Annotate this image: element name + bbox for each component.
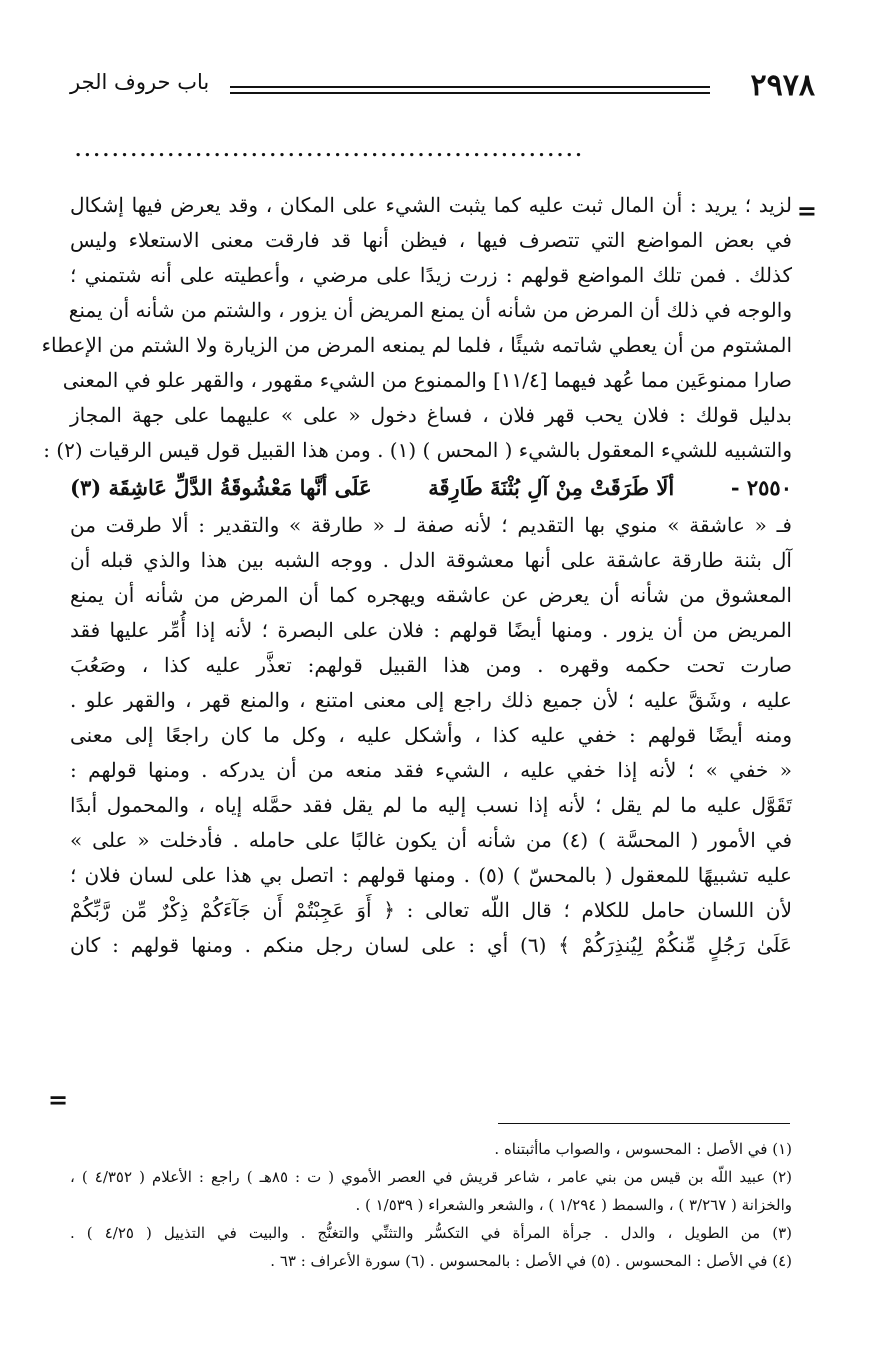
poem-verse: [70, 468, 792, 508]
text-line: كذلك . فمن تلك المواضع قولهم : زرت زيدًا على مرضي ، وأعطيته على أنه شتمني ؛: [70, 263, 792, 287]
text-line: المعشوق من شأنه أن يعرض عن عاشقه ويهجره كما أن المرض من شأنه أن يمنع: [70, 583, 792, 607]
text-line: آل بثنة طارقة عاشقة على أنها معشوقة الدل . ووجه الشبه بين هذا والذي قبله أن: [70, 548, 792, 572]
verse-second-half: عَلَى أنَّها مَعْشُوقَةُ الدَّلِّ عَاشِقَة (٣): [70, 475, 372, 500]
text-line: عليه تشبيهًا للمعقول ( بالمحسّ ) (٥) . ومنها قولهم : اتصل بي هذا على لسان فلان ؛: [70, 863, 792, 887]
text-line: المريض من أن يزور . ومنها أيضًا قولهم : فلان على البصرة ؛ لأنه إذا أُمِّر عليها فقد: [70, 618, 792, 642]
main-text: [41, 188, 792, 963]
continuation-mark-bottom: =: [48, 1085, 69, 1114]
text-line: « خفي » ؛ لأنه إذا خفي عليه ، الشيء فقد منعه من أن يدركه . ومنها قولهم :: [70, 758, 792, 782]
text-line: في الأمور ( المحسَّة ) (٤) من شأنه أن يكون غالبًا على حامله . فأدخلت « على »: [70, 828, 792, 852]
dotted-separator: .......................................................: [75, 140, 585, 161]
text-line: المشتوم من أن يعطي شاتمه شيئًا ، فلما لم يمنعه المرض من الزيارة ولا الشتم من الإعطاء: [41, 333, 792, 357]
header-rule-second: [230, 92, 710, 94]
text-line: والوجه في ذلك أن المرض من شأنه أن يمنع المريض أن يزور ، والشتم من شأنه أن يمنع: [68, 298, 792, 322]
footnote: (٢) عبيد اللّه بن قيس من بني عامر ، شاعر قريش في العصر الأموي ( ت : ٨٥هـ ) راجع : الأعلام ( ٤/٣٥٢ ) ،: [70, 1168, 793, 1186]
text-line: فـ « عاشقة » منوي بها التقديم ؛ لأنه صفة لـ « طارقة » والتقدير : ألا طرقت من: [70, 513, 792, 537]
continuation-mark-top: =: [796, 196, 817, 225]
running-title: باب حروف الجر: [70, 70, 210, 94]
footnote: (١) في الأصل : المحسوس ، والصواب ماأثبتناه .: [494, 1140, 792, 1158]
page-number: ٢٩٧٨: [750, 68, 815, 103]
header-rule: [230, 86, 710, 88]
footnote: (٤) في الأصل : المحسوس . (٥) في الأصل : بالمحسوس . (٦) سورة الأعراف : ٦٣ .: [270, 1252, 792, 1270]
verse-first-half: ألَا طَرَقَتْ مِنْ آلِ بُثْنَةَ طَارِقَة: [428, 475, 675, 500]
text-line: ومنه أيضًا قولهم : خفي عليه كذا ، وأشكل عليه ، وكل ما كان راجعًا إلى معنى: [70, 723, 792, 747]
text-line: صارت تحت حكمه وقهره . ومن هذا القبيل قولهم: تعذَّر عليه كذا ، وصَعُبَ: [70, 653, 792, 677]
footnotes: [70, 1135, 792, 1275]
footnote: (٣) من الطويل ، والدل . جرأة المرأة في التكسُّر والتثنِّي والتغنُّج . والبيت في التذييل ( ٤/٢٥ ) .: [70, 1224, 792, 1242]
text-line: في بعض المواضع التي تتصرف فيها ، فيظن أنها قد فارقت معنى الاستعلاء وليس: [70, 228, 792, 252]
footnote-separator: [498, 1123, 790, 1124]
text-line: صارا ممنوعَين مما عُهد فيهما [١١/٤] والممنوع من الشيء مقهور ، والقهر علو في المعنى: [62, 368, 792, 392]
text-line: تَقَوَّل عليه ما لم يقل ؛ لأنه إذا نسب إليه ما لم يقل فقد حمَّله إياه ، والمحمول أبدًا: [70, 793, 792, 817]
verse-number: ٢٥٥٠ -: [730, 475, 792, 500]
text-line: والتشبيه للشيء المعقول بالشيء ( المحس ) (١) . ومن هذا القبيل قول قيس الرقيات (٢) :: [43, 438, 792, 462]
text-line-quran: عَلَىٰ رَجُلٍ مِّنكُمْ لِيُنذِرَكُمْ ﴾ (٦) أي : على لسان رجل منكم . ومنها قولهم : كان: [70, 933, 792, 957]
running-header: [70, 68, 815, 112]
text-line-quran: لأن اللسان حامل للكلام ؛ قال اللّه تعالى : ﴿ أَوَ عَجِبْتُمْ أَن جَآءَكُمْ ذِكْرٌ مِّن رَّبِّكُمْ: [70, 898, 792, 922]
text-line: بدليل قولك : فلان يحب قهر فلان ، فساغ دخول « على » عليهما على جهة المجاز: [70, 403, 792, 427]
text-line: لزيد ؛ يريد : أن المال ثبت عليه كما يثبت الشيء على المكان ، وقد يعرض فيها إشكال: [70, 193, 792, 217]
text-line: عليه ، وشَقَّ عليه ؛ لأن جميع ذلك راجع إلى معنى امتنع ، والمنع قهر ، والقهر علو .: [70, 688, 792, 712]
footnote: والخزانة ( ٣/٢٦٧ ) ، والسمط ( ١/٢٩٤ ) ، والشعر والشعراء ( ١/٥٣٩ ) .: [355, 1196, 792, 1214]
